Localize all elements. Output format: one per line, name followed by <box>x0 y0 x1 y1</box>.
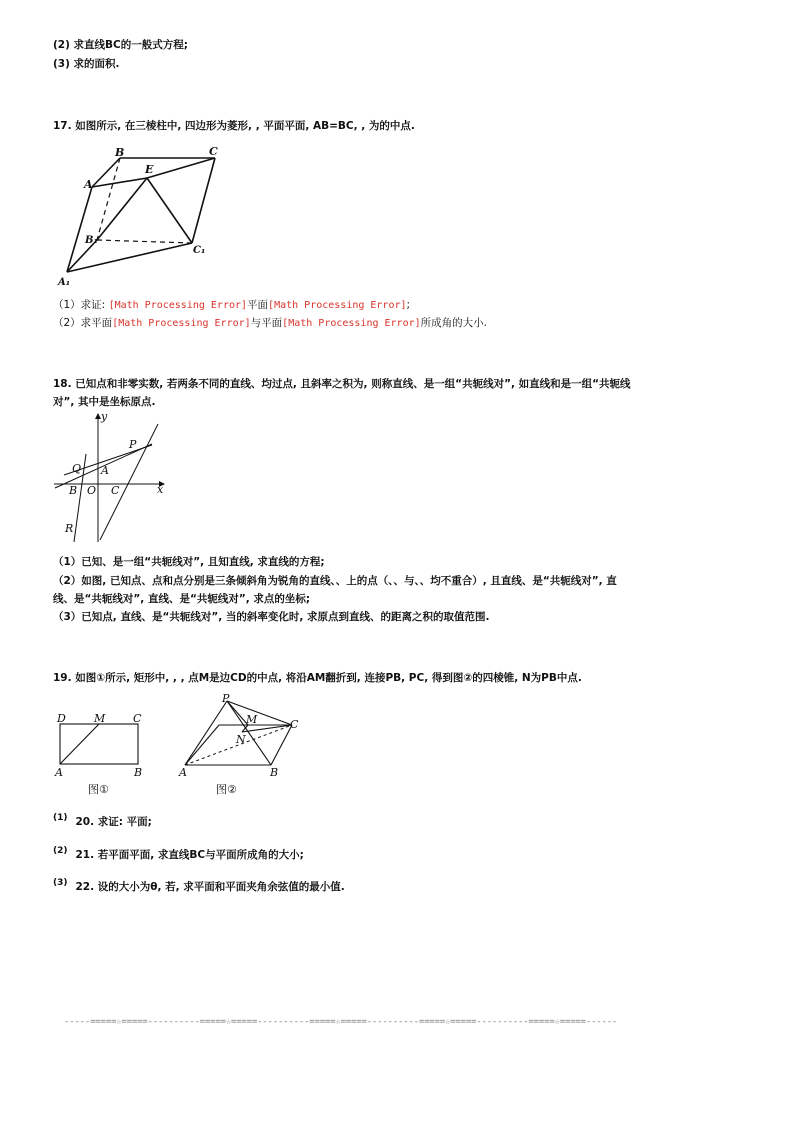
q18-label-q: Q <box>72 462 82 475</box>
q18-part1: （1）已知、是一组“共轭线对”, 且知直线, 求直线的方程; <box>53 556 325 568</box>
q17-label-a1: A₁ <box>58 277 71 288</box>
q17-part1-prefix: （1）求证: <box>53 299 109 311</box>
q17-label-b1: B₁ <box>85 235 98 246</box>
q19-figure-2 <box>175 692 310 782</box>
q19-fig2-label-b: B <box>270 766 279 779</box>
q17-label-b: B <box>115 146 125 159</box>
q18-part2-line1: （2）如图, 已知点、点和点分别是三条倾斜角为锐角的直线、、上的点（、、与、、均不重合）, 且直线、是“共轭线对”, 直 <box>53 575 617 587</box>
q19-fig1-label-d: D <box>57 712 66 725</box>
q19-sub-3 <box>53 876 345 895</box>
q19-fig2-label-n: N <box>236 733 246 746</box>
q19-fig2-label-p: P <box>222 692 230 705</box>
q17-prism-figure <box>55 145 235 290</box>
footer-divider: -----=====☆=====----------=====☆=====----------=====☆=====----------=====☆=====----------=====☆=====------ <box>64 1017 618 1027</box>
q17-part1-suffix: ; <box>406 299 411 311</box>
q19-sub-2-marker: (2) <box>53 846 68 856</box>
math-error-text: [Math Processing Error] <box>108 300 248 311</box>
q18-coordinate-figure <box>52 410 177 550</box>
q19-sub-2 <box>53 844 304 863</box>
q16-part3: (3) 求的面积. <box>53 58 120 70</box>
math-error-text: [Math Processing Error] <box>282 318 421 329</box>
q17-part1 <box>53 298 410 313</box>
q18-label-r: R <box>65 522 74 535</box>
q16-part2: (2) 求直线BC的一般式方程; <box>53 39 188 51</box>
q19-fig1-caption: 图① <box>88 783 109 796</box>
q17-part2-mid: 与平面 <box>250 317 283 329</box>
q19-sub-3-marker: (3) <box>53 878 68 888</box>
q19-fig1-label-m: M <box>94 712 106 725</box>
q17-label-c1: C₁ <box>193 245 206 256</box>
q17-stem: 17. 如图所示, 在三棱柱中, 四边形为菱形, , 平面平面, AB=BC, , 为的中点. <box>53 120 415 132</box>
q19-sub-2-text: 21. 若平面平面, 求直线BC与平面所成角的大小; <box>75 849 304 861</box>
q19-fig2-label-m: M <box>246 713 258 726</box>
q18-part2-line2: 线、是“共轭线对”, 直线、是“共轭线对”, 求点的坐标; <box>53 593 311 605</box>
q18-label-p: P <box>129 438 137 451</box>
q17-label-c: C <box>209 145 218 158</box>
q18-label-o: O <box>87 484 97 497</box>
q19-sub-1-text: 20. 求证: 平面; <box>75 816 152 828</box>
q19-stem: 19. 如图①所示, 矩形中, , , 点M是边CD的中点, 将沿AM翻折到, 连接PB, PC, 得到图②的四棱锥, N为PB中点. <box>53 672 582 684</box>
q19-fig2-caption: 图② <box>216 783 237 796</box>
q18-label-c: C <box>111 484 120 497</box>
math-error-text: [Math Processing Error] <box>268 300 407 311</box>
q17-label-a: A <box>84 178 93 191</box>
q17-part2-prefix: （2）求平面 <box>53 317 113 329</box>
q17-label-e: E <box>145 163 154 176</box>
q17-part1-mid: 平面 <box>247 299 269 311</box>
q18-stem-line2: 对”, 其中是坐标原点. <box>53 396 156 408</box>
q18-label-a: A <box>101 464 109 477</box>
q19-fig2-label-a: A <box>179 766 187 779</box>
q18-stem-line1: 18. 已知点和非零实数, 若两条不同的直线、均过点, 且斜率之积为, 则称直线、是一组“共轭线对”, 如直线和是一组“共轭线 <box>53 378 631 390</box>
q18-part3: （3）已知点, 直线、是“共轭线对”, 当的斜率变化时, 求原点到直线、的距离之积的取值范围. <box>53 611 490 623</box>
q18-label-y: y <box>101 410 108 423</box>
q19-fig2-label-c: C <box>290 718 299 731</box>
q19-fig1-label-b: B <box>134 766 143 779</box>
q19-fig1-label-c: C <box>133 712 142 725</box>
q17-part2 <box>53 316 487 331</box>
q18-label-b: B <box>69 484 78 497</box>
q19-sub-1 <box>53 811 152 830</box>
math-error-text: [Math Processing Error] <box>112 318 251 329</box>
q19-sub-1-marker: (1) <box>53 813 68 823</box>
q17-part2-suffix: 所成角的大小. <box>420 317 487 329</box>
q19-sub-3-text: 22. 设的大小为θ, 若, 求平面和平面夹角余弦值的最小值. <box>75 881 345 893</box>
q19-fig1-label-a: A <box>55 766 63 779</box>
q18-label-x: x <box>157 483 164 496</box>
